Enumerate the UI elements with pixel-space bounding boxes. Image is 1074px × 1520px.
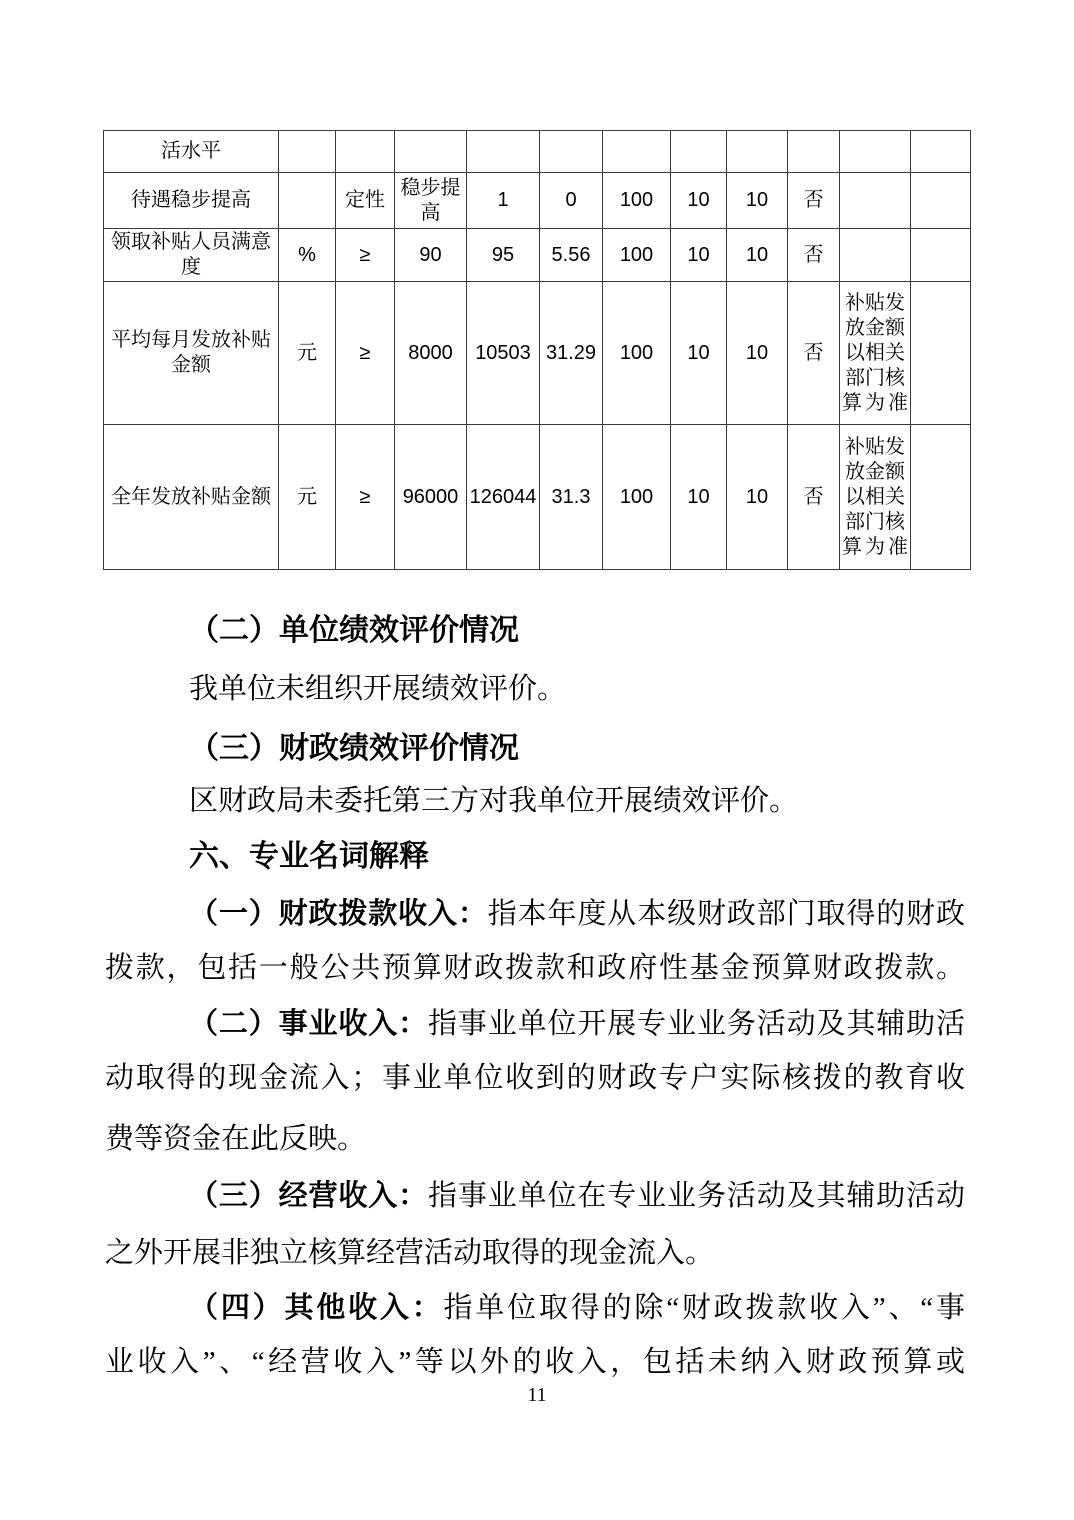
table-cell: 8000 [395, 282, 467, 425]
table-cell: 活水平 [104, 131, 279, 173]
paragraph-line [105, 950, 965, 986]
table-cell: 90 [395, 229, 467, 282]
table-cell: 10 [727, 229, 788, 282]
table-cell: 10 [671, 173, 727, 229]
table-cell: 10 [671, 229, 727, 282]
table-cell: 平均每月发放补贴金额 [104, 282, 279, 425]
line-bold-lead: （二）事业收入： [189, 1008, 429, 1040]
page-number: 11 [527, 1384, 547, 1406]
paragraph-line [105, 1235, 965, 1271]
paragraph-line [105, 1121, 965, 1157]
table-cell: 否 [788, 229, 840, 282]
table-cell: 100 [603, 282, 671, 425]
line-bold-lead: （四）其他收入： [189, 1292, 444, 1324]
paragraph-line [105, 783, 965, 819]
heading-text: （三）财政绩效评价情况 [189, 732, 519, 765]
table-cell: 否 [788, 173, 840, 229]
table-cell: 31.29 [540, 282, 603, 425]
table-cell: 补贴发放金额以相关部门核算为准 [840, 282, 911, 425]
table-cell: 1 [467, 173, 540, 229]
table-cell: 100 [603, 173, 671, 229]
table-cell: 10 [727, 282, 788, 425]
table-cell: % [279, 229, 336, 282]
table-cell: 否 [788, 425, 840, 570]
table-cell: 100 [603, 229, 671, 282]
line-text: 费等资金在此反映。 [105, 1123, 367, 1155]
line-text: 指事业单位开展专业业务活动及其辅助活 [428, 1008, 965, 1040]
table-cell: 126044 [467, 425, 540, 570]
table-cell: 10 [671, 425, 727, 570]
paragraph-line [105, 1290, 965, 1326]
table-cell: 待遇稳步提高 [104, 173, 279, 229]
heading-text: （二）单位绩效评价情况 [189, 614, 519, 647]
paragraph-line [105, 896, 965, 932]
table-cell: 全年发放补贴金额 [104, 425, 279, 570]
table-cell: 补贴发放金额以相关部门核算为准 [840, 425, 911, 570]
table-cell: 31.3 [540, 425, 603, 570]
section-heading [105, 613, 965, 649]
paragraph-line [105, 1178, 965, 1214]
table-cell: ≥ [336, 282, 395, 425]
line-text: 指事业单位在专业业务活动及其辅助活动 [428, 1180, 965, 1212]
text-body [105, 0, 965, 1520]
table-cell: 10 [671, 282, 727, 425]
line-text: 之外开展非独立核算经营活动取得的现金流入。 [105, 1237, 715, 1269]
section-heading [105, 731, 965, 767]
line-text: 指本年度从本级财政部门取得的财政 [487, 898, 965, 930]
table-cell: 95 [467, 229, 540, 282]
section-heading [105, 839, 965, 875]
table-cell: 100 [603, 425, 671, 570]
line-text: 动取得的现金流入；事业单位收到的财政专户实际核拨的教育收 [105, 1062, 965, 1094]
line-text: 业收入”、“经营收入”等以外的收入，包括未纳入财政预算或 [105, 1346, 965, 1378]
table-cell: 10 [727, 173, 788, 229]
table-cell: 领取补贴人员满意度 [104, 229, 279, 282]
table-cell: 96000 [395, 425, 467, 570]
table-cell: 定性 [336, 173, 395, 229]
table-cell: 元 [279, 425, 336, 570]
table-cell: 10 [727, 425, 788, 570]
table-cell: 5.56 [540, 229, 603, 282]
line-text: 区财政局未委托第三方对我单位开展绩效评价。 [189, 785, 799, 817]
paragraph-line [105, 1344, 965, 1380]
line-text: 指单位取得的除“财政拨款收入”、“事 [443, 1292, 965, 1324]
paragraph-line [105, 671, 965, 707]
heading-text: 六、专业名词解释 [189, 840, 429, 873]
table-cell: 0 [540, 173, 603, 229]
paragraph-line [105, 1006, 965, 1042]
paragraph-line [105, 1060, 965, 1096]
table-cell: 10503 [467, 282, 540, 425]
line-bold-lead: （三）经营收入： [189, 1180, 429, 1212]
line-text: 我单位未组织开展绩效评价。 [189, 673, 567, 705]
line-bold-lead: （一）财政拨款收入： [189, 898, 488, 930]
table-cell: ≥ [336, 229, 395, 282]
table-cell: 稳步提高 [395, 173, 467, 229]
table-cell: 否 [788, 282, 840, 425]
line-text: 拨款，包括一般公共预算财政拨款和政府性基金预算财政拨款。 [105, 952, 965, 984]
table-cell: 元 [279, 282, 336, 425]
table-cell: ≥ [336, 425, 395, 570]
